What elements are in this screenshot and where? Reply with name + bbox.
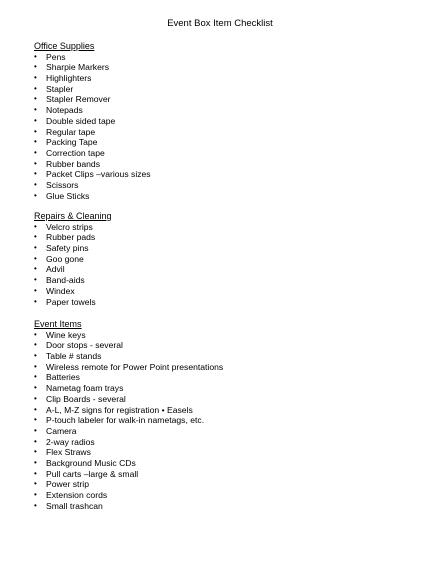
bullet-icon: • [34,415,37,425]
checklist-item [34,254,414,265]
bullet-icon: • [34,73,37,83]
bullet-icon: • [34,285,37,295]
checklist-item [34,447,414,458]
bullet-icon: • [34,383,37,393]
checklist-item [34,415,414,426]
bullet-icon: • [34,158,37,168]
bullet-icon: • [34,490,37,500]
bullet-icon: • [34,83,37,93]
checklist-item [34,394,414,405]
checklist-item [34,458,414,469]
bullet-icon: • [34,179,37,189]
checklist-item [34,105,414,116]
item-label: Correction tape [46,147,105,158]
item-label: Camera [46,425,77,436]
bullet-icon: • [34,232,37,242]
section-repairs-cleaning [34,211,414,307]
item-list [34,222,414,308]
bullet-icon: • [34,169,37,179]
item-list [34,52,414,202]
section-event-items [34,319,414,511]
bullet-icon: • [34,296,37,306]
item-label: Velcro strips [46,221,93,232]
checklist-item [34,94,414,105]
section-heading: Repairs & Cleaning [34,211,112,221]
item-label: Highlighters [46,73,92,84]
item-label: Wine keys [46,329,86,340]
bullet-icon: • [34,147,37,157]
checklist-item [34,479,414,490]
bullet-icon: • [34,351,37,361]
item-label: Flex Straws [46,447,91,458]
item-label: Pens [46,51,66,62]
checklist-item [34,340,414,351]
checklist-item [34,52,414,63]
bullet-icon: • [34,404,37,414]
checklist-item [34,116,414,127]
item-label: 2-way radios [46,436,95,447]
item-label: Rubber bands [46,158,100,169]
bullet-icon: • [34,264,37,274]
item-label: Pull carts –large & small [46,468,139,479]
section-office-supplies [34,41,414,201]
item-label: Goo gone [46,253,84,264]
item-label: Rubber pads [46,232,96,243]
checklist-item [34,275,414,286]
bullet-icon: • [34,137,37,147]
item-label: Packing Tape [46,137,98,148]
checklist-item [34,469,414,480]
bullet-icon: • [34,457,37,467]
item-label: Background Music CDs [46,457,136,468]
checklist-item [34,426,414,437]
bullet-icon: • [34,340,37,350]
item-label: Table # stands [46,351,102,362]
bullet-icon: • [34,221,37,231]
checklist-item [34,351,414,362]
checklist-item [34,264,414,275]
bullet-icon: • [34,436,37,446]
item-label: A-L, M-Z signs for registration • Easels [46,404,193,415]
checklist-item [34,148,414,159]
bullet-icon: • [34,126,37,136]
checklist-item [34,127,414,138]
item-label: Small trashcan [46,500,103,511]
item-label: P-touch labeler for walk-in nametags, etc. [46,415,205,426]
bullet-icon: • [34,500,37,510]
item-label: Batteries [46,372,80,383]
checklist-item [34,232,414,243]
checklist-item [34,137,414,148]
bullet-icon: • [34,479,37,489]
checklist-item [34,372,414,383]
item-label: Wireless remote for Power Point presentations [46,361,224,372]
bullet-icon: • [34,105,37,115]
bullet-icon: • [34,393,37,403]
checklist-item [34,437,414,448]
checklist-item [34,490,414,501]
item-label: Stapler Remover [46,94,111,105]
checklist-item [34,501,414,512]
bullet-icon: • [34,94,37,104]
bullet-icon: • [34,275,37,285]
item-label: Sharpie Markers [46,62,110,73]
item-label: Windex [46,285,75,296]
checklist-item [34,405,414,416]
bullet-icon: • [34,243,37,253]
bullet-icon: • [34,425,37,435]
checklist-item [34,297,414,308]
checklist-item [34,286,414,297]
document-title: Event Box Item Checklist [167,18,273,29]
checklist-item [34,73,414,84]
item-label: Notepads [46,105,83,116]
item-label: Scissors [46,179,79,190]
bullet-icon: • [34,329,37,339]
item-label: Safety pins [46,243,89,254]
checklist-item [34,243,414,254]
bullet-icon: • [34,361,37,371]
checklist-item [34,191,414,202]
bullet-icon: • [34,468,37,478]
item-label: Door stops - several [46,340,123,351]
item-label: Band-aids [46,275,85,286]
item-label: Double sided tape [46,115,116,126]
item-label: Clip Boards - several [46,393,126,404]
bullet-icon: • [34,51,37,61]
item-label: Packet Clips –various sizes [46,169,151,180]
section-heading: Office Supplies [34,41,95,51]
item-list [34,330,414,512]
checklist-item [34,169,414,180]
item-label: Nametag foam trays [46,383,124,394]
bullet-icon: • [34,447,37,457]
bullet-icon: • [34,253,37,263]
bullet-icon: • [34,190,37,200]
checklist-item [34,62,414,73]
checklist-item [34,362,414,373]
item-label: Advil [46,264,65,275]
checklist-item [34,222,414,233]
checklist-item [34,159,414,170]
item-label: Paper towels [46,296,96,307]
item-label: Regular tape [46,126,96,137]
item-label: Extension cords [46,490,108,501]
checklist-item [34,330,414,341]
checklist-item [34,180,414,191]
bullet-icon: • [34,62,37,72]
section-heading: Event Items [34,319,82,329]
checklist-item [34,84,414,95]
bullet-icon: • [34,372,37,382]
bullet-icon: • [34,115,37,125]
checklist-item [34,383,414,394]
item-label: Stapler [46,83,74,94]
item-label: Power strip [46,479,89,490]
item-label: Glue Sticks [46,190,90,201]
